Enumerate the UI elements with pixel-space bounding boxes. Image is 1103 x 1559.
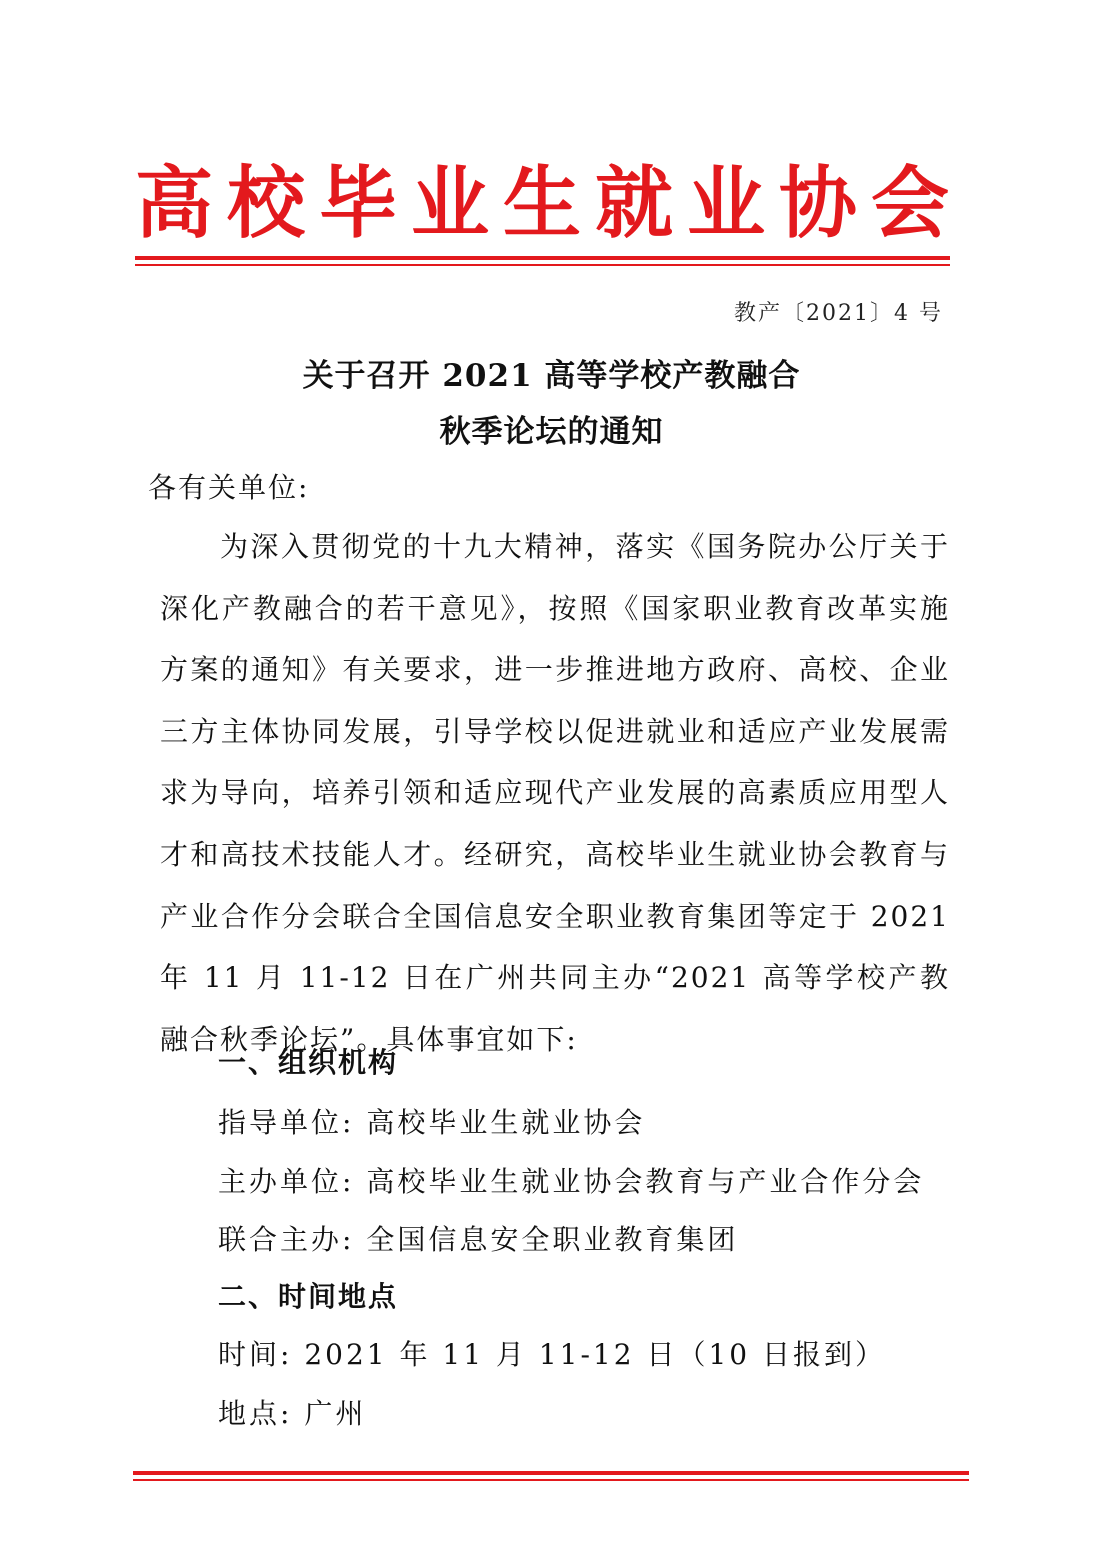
footer-rule-thin (133, 1479, 969, 1481)
section-heading-time-place: 二、时间地点 (218, 1280, 399, 1313)
event-location: 地点: 广州 (218, 1397, 367, 1430)
host-unit: 主办单位: 高校毕业生就业协会教育与产业合作分会 (218, 1165, 925, 1198)
notice-title-line-1: 关于召开 2021 高等学校产教融合 (302, 358, 801, 394)
guiding-unit: 指导单位: 高校毕业生就业协会 (218, 1106, 646, 1139)
section-heading-organization: 一、组织机构 (218, 1046, 399, 1079)
event-time: 时间: 2021 年 11 月 11-12 日（10 日报到） (218, 1338, 886, 1371)
co-host-unit: 联合主办: 全国信息安全职业教育集团 (218, 1223, 739, 1256)
header-rule-thin (135, 264, 950, 266)
salutation: 各有关单位: (148, 471, 310, 504)
document-number: 教产〔2021〕4 号 (734, 301, 943, 326)
body-paragraph: 为深入贯彻党的十九大精神，落实《国务院办公厅关于深化产教融合的若干意见》，按照《国家职业教育改革实施方案的通知》有关要求，进一步推进地方政府、高校、企业三方主体协同发展，引导学校以促进就业和适应产业发展需求为导向，培养引领和适应现代产业发展的高素质应用型人才和高技术技能人才。经研究，高校毕业生就业协会教育与产业合作分会联合全国信息安全职业教育集团等定于 2021 年 11 月 11-12 日在广州共同主办“2021 高等学校产教融合秋季论坛”。具体事宜如下: (160, 530, 950, 1056)
notice-title-line-2: 秋季论坛的通知 (439, 414, 664, 450)
footer-rule-thick (133, 1471, 969, 1475)
header-rule-thick (135, 256, 950, 260)
organization-letterhead-title: 高校毕业生就业协会 (135, 159, 964, 249)
